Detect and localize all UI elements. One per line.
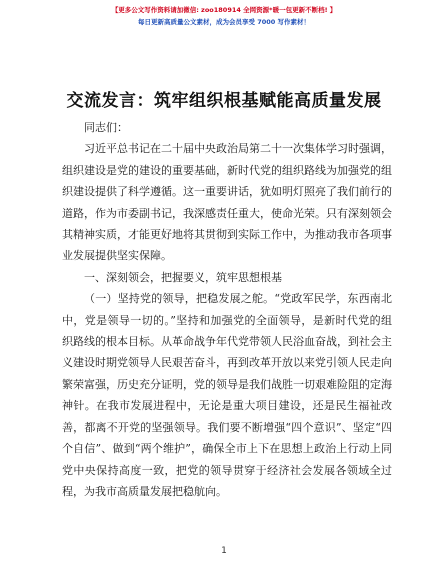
- page-number: 1: [221, 546, 227, 556]
- document-body: [62, 117, 392, 502]
- paragraph-intro: 习近平总书记在二十届中央政治局第二十一次集体学习时强调，组织建设是党的建设的重要基础，新时代党的组织路线为加强党的组织建设提供了科学遵循。这一重要讲话，犹如明灯照亮了我们前行的道路，作为市委副书记，我深感责任重大，使命光荣。只有深刻领会其精神实质，才能更好地将其贯彻到实际工作中，为推动我市各项事业发展提供坚实保障。: [62, 142, 392, 263]
- greeting: 同志们：: [84, 121, 128, 134]
- paragraph-1-1: （一）坚持党的领导，把稳发展之舵。“党政军民学，东西南北中，党是领导一切的。”坚持和加强党的全面领导，是新时代党的组织路线的根本目标。从革命战争年代党带领人民浴血奋战，到社会主义建设时期党领导人民艰苦奋斗，再到改革开放以来党引领人民走向繁荣富强，历史充分证明，党的领导是我们战胜一切艰难险阻的定海神针。在我市发展进程中，无论是重大项目建设，还是民生福祉改善，都离不开党的坚强领导。我们要不断增强“四个意识”、坚定“四个自信”、做到“两个维护”，确保全市上下在思想上政治上行动上同党中央保持高度一致，把党的领导贯穿于经济社会发展各领域全过程，为我市高质量发展把稳航向。: [62, 292, 392, 498]
- section-heading-1: 一、深刻领会，把握要义，筑牢思想根基: [84, 270, 282, 284]
- promo-line-1: 【更多公文写作资料请加微信: zoo180914 全网资源*暖一包更新不断档! 】: [111, 6, 337, 14]
- document-title: 交流发言：筑牢组织根基赋能高质量发展: [66, 91, 382, 111]
- promo-banner: [0, 4, 448, 28]
- promo-line-2: 每日更新高质量公文素材，成为会员享受 7000 写作素材！: [137, 18, 311, 26]
